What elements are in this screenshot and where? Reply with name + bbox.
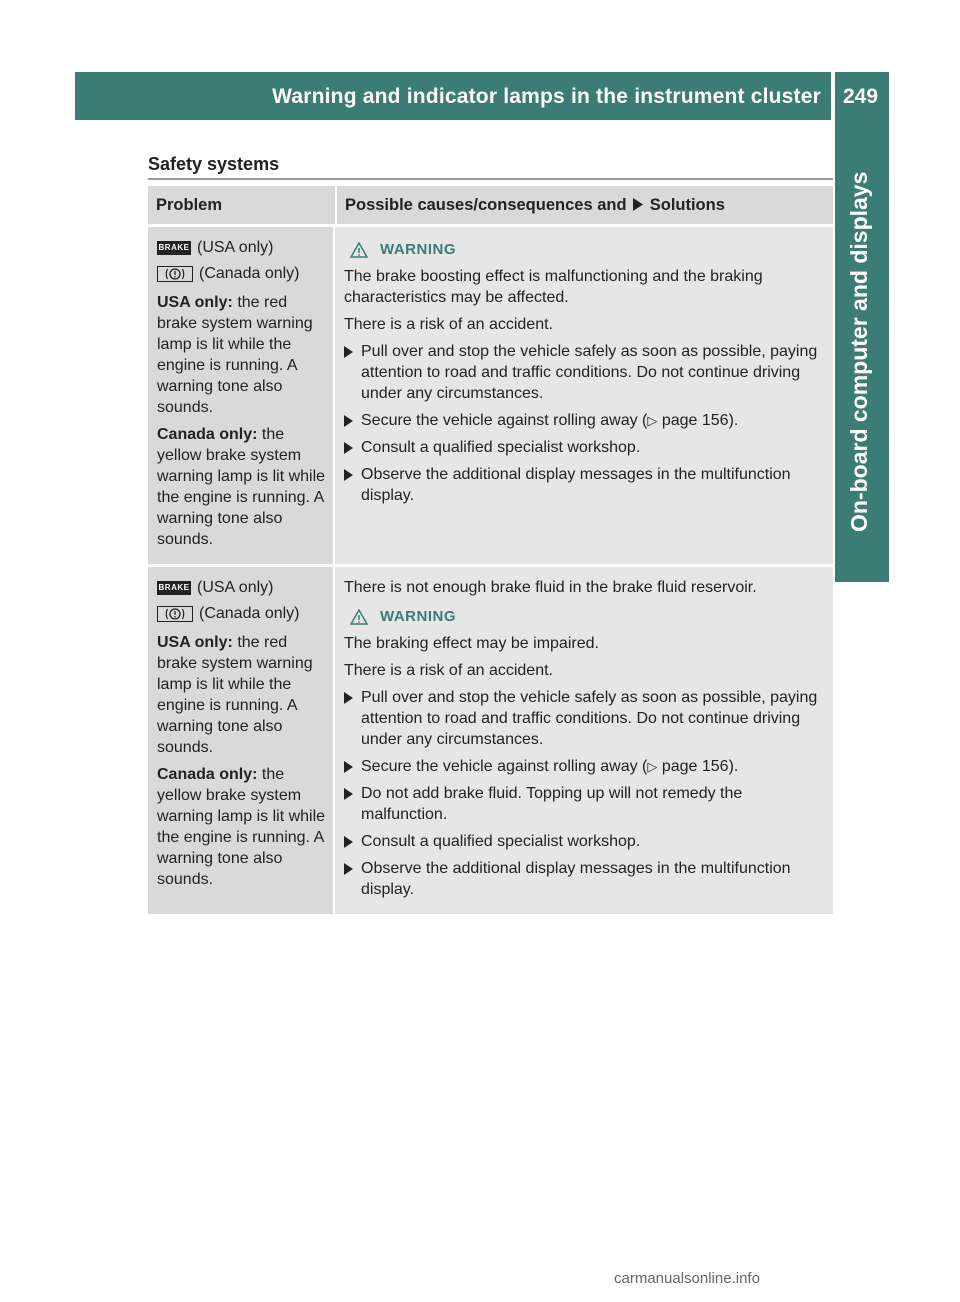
instruction-step: Secure the vehicle against rolling away (▷ page 156). [344,410,827,431]
footer-watermark: carmanualsonline.info [614,1270,760,1287]
table-row [148,227,833,567]
instruction-step: Consult a qualified specialist workshop. [344,437,827,458]
column-header-problem: Problem [148,186,335,227]
warning-triangle-icon [350,609,368,625]
page-reference: page 156). [661,412,739,429]
section-title: Safety systems [148,154,280,174]
arrow-right-icon [633,198,643,211]
warning-triangle-icon [350,242,368,258]
page-reference: page 156). [661,758,739,775]
instruction-step: Pull over and stop the vehicle safely as soon as possible, paying attention to road and traffic conditions. Do not continue driving under any circumstances. [344,341,827,404]
instruction-step: Secure the vehicle against rolling away (▷ page 156). [344,756,827,777]
column-header-solutions: Possible causes/consequences and Solutions [335,186,833,227]
side-tab-marker [849,548,889,582]
safety-systems-table [148,186,833,914]
table-row [148,567,833,914]
instruction-step: Pull over and stop the vehicle safely as soon as possible, paying attention to road and traffic conditions. Do not continue driving under any circumstances. [344,687,827,750]
solution-cell: There is not enough brake fluid in the brake fluid reservoir. WARNING The braking effect may be impaired. There is a risk of an accident. Pull over and stop the vehicle safely as soon as possible, paying attention to road and traffic conditions. Do not continue driving under any circumstances. Secure the vehicle against rolling away (▷ page 156). Do not add brake fluid. Topping up will not remedy the malfunction. Consult a qualified specialist workshop. Observe the additional display messages in the multifunction display. [335,567,833,914]
warning-heading: WARNING [350,606,827,627]
side-tab-label: On-board computer and displays [846,171,872,532]
brake-circle-lamp-icon [157,266,193,282]
instruction-step: Observe the additional display messages in the multifunction display. [344,464,827,506]
page-number: 249 [843,85,879,108]
cause-text: There is not enough brake fluid in the brake fluid reservoir. [344,579,757,596]
chapter-title: Warning and indicator lamps in the instrument cluster [272,85,821,108]
instruction-step: Observe the additional display messages in the multifunction display. [344,858,827,900]
instruction-step: Consult a qualified specialist workshop. [344,831,827,852]
brake-warning-lamp-icon: BRAKE [157,241,191,255]
page-ref-icon: ▷ [647,759,658,774]
warning-heading: WARNING [350,239,827,260]
header-bar [75,72,831,120]
section-divider [148,178,833,180]
page-ref-icon: ▷ [647,413,658,428]
instruction-step: Do not add brake fluid. Topping up will not remedy the malfunction. [344,783,827,825]
page-number-box [835,72,889,120]
brake-circle-lamp-icon [157,606,193,622]
brake-warning-lamp-icon: BRAKE [157,581,191,595]
problem-cell: BRAKE (USA only) (Canada only) USA only: the red brake system warning lamp is lit while the engine is running. A warning tone also sounds. Canada only: the yellow brake system warning lamp is lit while the engine is running. A warning tone also sounds. [148,567,335,914]
problem-cell: BRAKE (USA only) (Canada only) USA only: the red brake system warning lamp is lit while the engine is running. A warning tone also sounds. Canada only: the yellow brake system warning lamp is lit while the engine is running. A warning tone also sounds. [148,227,335,567]
solution-cell: WARNING The brake boosting effect is malfunctioning and the braking characteristics may be affected. There is a risk of an accident. Pull over and stop the vehicle safely as soon as possible, paying attention to road and traffic conditions. Do not continue driving under any circumstances. Secure the vehicle against rolling away (▷ page 156). Consult a qualified specialist workshop. Observe the additional display messages in the multifunction display. [335,227,833,567]
